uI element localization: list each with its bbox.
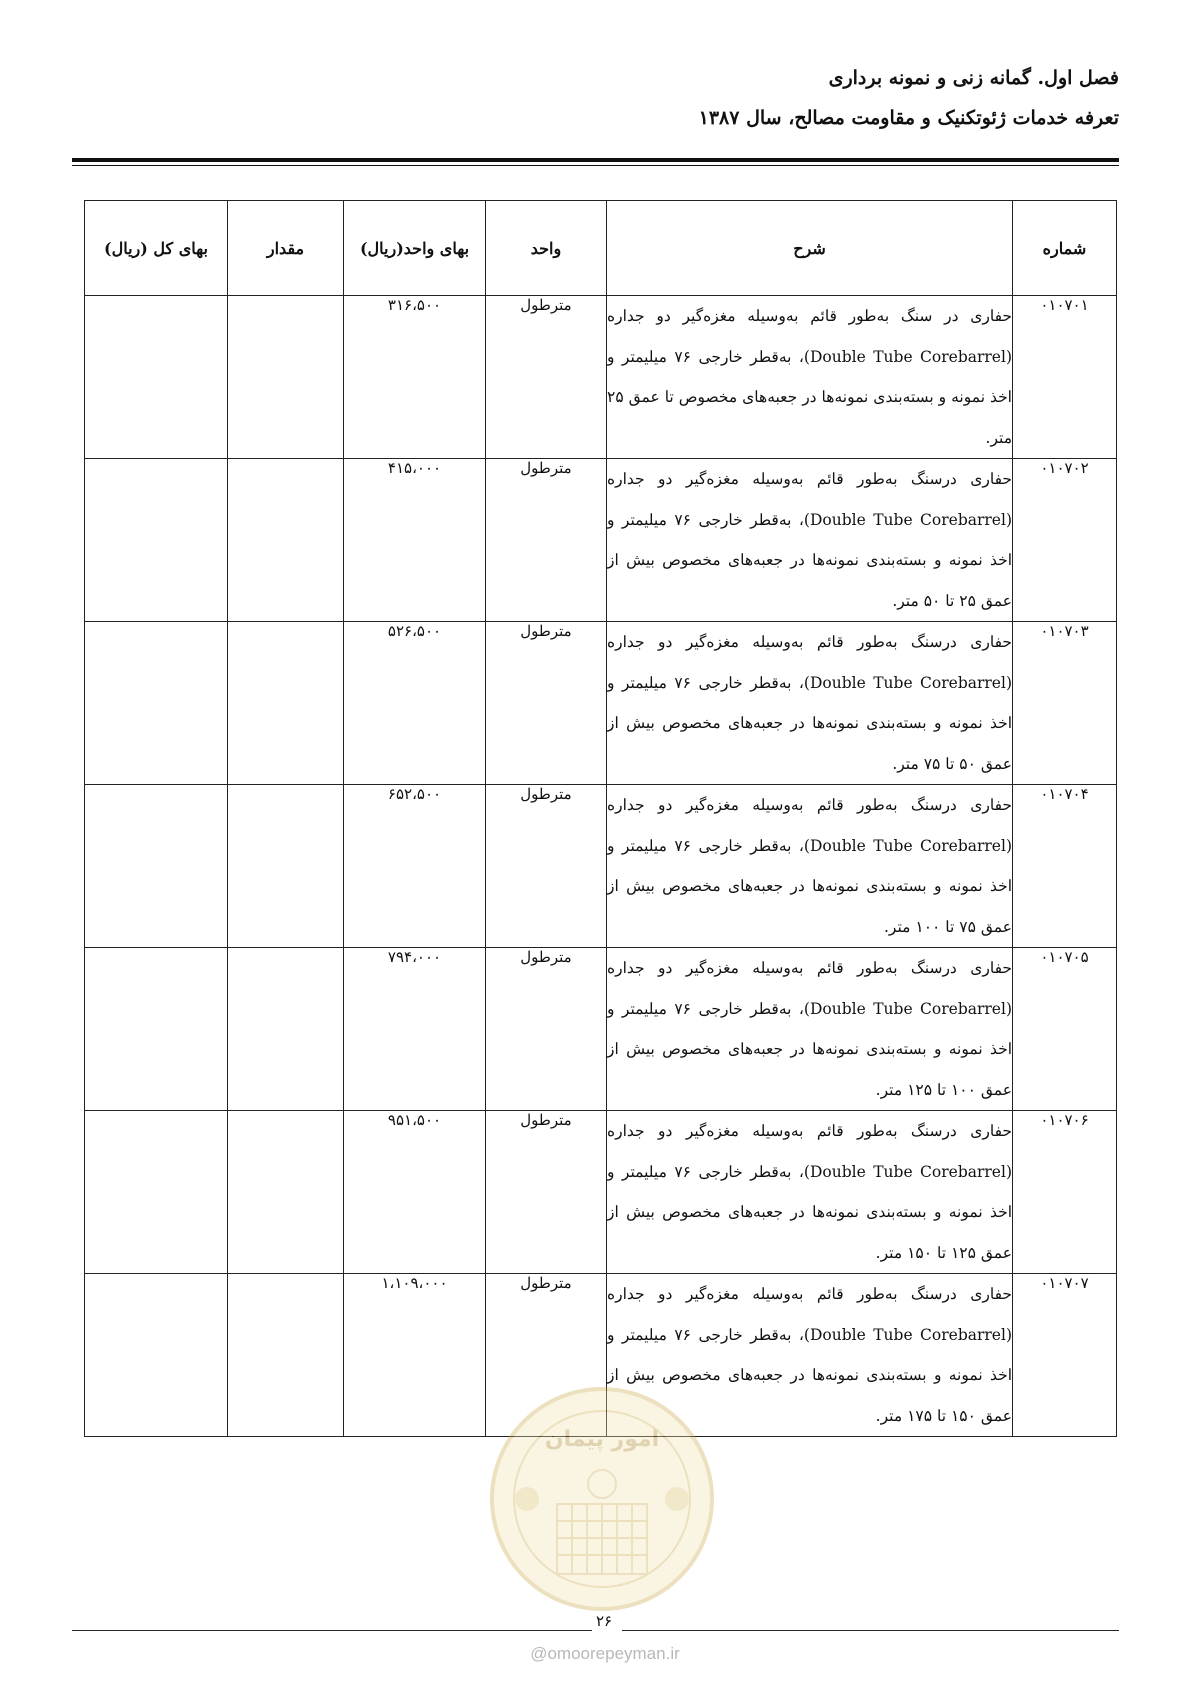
table-header-row	[85, 201, 1117, 296]
item-description-latin: Double Tube Corebarrel	[809, 673, 1006, 692]
item-unit: مترطول	[486, 785, 607, 948]
item-quantity	[228, 948, 344, 1111]
item-description-text: حفاری درسنگ به‌طور قائم به‌وسیله مغزه‌گیر دو جداره (	[607, 1122, 1013, 1181]
col-header-unit: واحد	[486, 201, 607, 296]
item-unit-price: ۳۱۶،۵۰۰	[344, 296, 486, 459]
col-header-description: شرح	[607, 201, 1013, 296]
item-description-text: )، به‌قطر خارجی ۷۶ میلیمتر و اخذ نمونه و بسته‌بندی نمونه‌ها در جعبه‌های مخصوص بیش از عمق ۱۰۰ تا ۱۲۵ متر.	[607, 999, 1012, 1099]
item-unit-price: ۹۵۱،۵۰۰	[344, 1111, 486, 1274]
item-description-text: )، به‌قطر خارجی ۷۶ میلیمتر و اخذ نمونه و بسته‌بندی نمونه‌ها در جعبه‌های مخصوص بیش از عمق ۵۰ تا ۷۵ متر.	[607, 673, 1012, 773]
table-row	[85, 1111, 1117, 1274]
col-header-total-price: بهای کل (ریال)	[85, 201, 228, 296]
col-header-unit-price: بهای واحد(ریال)	[344, 201, 486, 296]
item-description-latin: Double Tube Corebarrel	[809, 999, 1006, 1018]
item-description-text: )، به‌قطر خارجی ۷۶ میلیمتر و اخذ نمونه و بسته‌بندی نمونه‌ها در جعبه‌های مخصوص بیش از عمق ۲۵ تا ۵۰ متر.	[607, 510, 1012, 610]
col-header-quantity: مقدار	[228, 201, 344, 296]
item-quantity	[228, 622, 344, 785]
item-description-latin: Double Tube Corebarrel	[809, 510, 1006, 529]
item-description	[607, 459, 1013, 622]
item-quantity	[228, 1111, 344, 1274]
item-unit: مترطول	[486, 948, 607, 1111]
tariff-table	[84, 200, 1117, 1437]
item-description	[607, 1274, 1013, 1437]
item-unit-price: ۶۵۲،۵۰۰	[344, 785, 486, 948]
item-description-text: حفاری درسنگ به‌طور قائم به‌وسیله مغزه‌گیر دو جداره (	[607, 633, 1013, 692]
item-number: ۰۱۰۷۰۴	[1013, 785, 1117, 948]
item-description-latin: Double Tube Corebarrel	[809, 836, 1006, 855]
item-total-price	[85, 785, 228, 948]
item-description-text: )، به‌قطر خارجی ۷۶ میلیمتر و اخذ نمونه و بسته‌بندی نمونه‌ها در جعبه‌های مخصوص بیش از عمق ۱۵۰ تا ۱۷۵ متر.	[607, 1325, 1012, 1425]
item-number: ۰۱۰۷۰۷	[1013, 1274, 1117, 1437]
item-description-latin: Double Tube Corebarrel	[809, 1325, 1006, 1344]
item-number: ۰۱۰۷۰۱	[1013, 296, 1117, 459]
item-unit-price: ۱،۱۰۹،۰۰۰	[344, 1274, 486, 1437]
item-description-text: )، به‌قطر خارجی ۷۶ میلیمتر و اخذ نمونه و بسته‌بندی نمونه‌ها در جعبه‌های مخصوص تا عمق ۲۵ متر.	[607, 347, 1012, 447]
item-quantity	[228, 785, 344, 948]
item-description-text: حفاری درسنگ به‌طور قائم به‌وسیله مغزه‌گیر دو جداره (	[607, 470, 1013, 529]
item-total-price	[85, 459, 228, 622]
item-description-latin: Double Tube Corebarrel	[809, 347, 1006, 366]
item-quantity	[228, 459, 344, 622]
footer-rule	[622, 1630, 1119, 1631]
item-unit: مترطول	[486, 296, 607, 459]
book-title: تعرفه خدمات ژئوتکنیک و مقاومت مصالح، سال ۱۳۸۷	[698, 107, 1119, 129]
chapter-title: فصل اول. گمانه زنی و نمونه برداری	[828, 67, 1119, 89]
item-total-price	[85, 622, 228, 785]
col-header-number: شماره	[1013, 201, 1117, 296]
item-description-text: حفاری در سنگ به‌طور قائم به‌وسیله مغزه‌گیر دو جداره (	[607, 307, 1013, 366]
item-unit: مترطول	[486, 1274, 607, 1437]
table-row	[85, 296, 1117, 459]
svg-text:امور پیمان: امور پیمان	[544, 1427, 660, 1452]
item-description-text: )، به‌قطر خارجی ۷۶ میلیمتر و اخذ نمونه و بسته‌بندی نمونه‌ها در جعبه‌های مخصوص بیش از عمق ۷۵ تا ۱۰۰ متر.	[607, 836, 1012, 936]
item-description-latin: Double Tube Corebarrel	[809, 1162, 1006, 1181]
item-quantity	[228, 1274, 344, 1437]
page-number: ۲۶	[595, 1612, 613, 1630]
item-description-text: )، به‌قطر خارجی ۷۶ میلیمتر و اخذ نمونه و بسته‌بندی نمونه‌ها در جعبه‌های مخصوص بیش از عمق ۱۲۵ تا ۱۵۰ متر.	[607, 1162, 1012, 1262]
item-number: ۰۱۰۷۰۵	[1013, 948, 1117, 1111]
watermark-url: @omoorepeyman.ir	[530, 1644, 680, 1663]
table-row	[85, 948, 1117, 1111]
page-header	[59, 58, 1119, 138]
item-description	[607, 622, 1013, 785]
item-description	[607, 785, 1013, 948]
item-total-price	[85, 296, 228, 459]
item-quantity	[228, 296, 344, 459]
header-rule-thick	[72, 158, 1119, 162]
item-unit: مترطول	[486, 622, 607, 785]
item-unit-price: ۷۹۴،۰۰۰	[344, 948, 486, 1111]
item-description	[607, 296, 1013, 459]
item-number: ۰۱۰۷۰۳	[1013, 622, 1117, 785]
item-number: ۰۱۰۷۰۶	[1013, 1111, 1117, 1274]
item-description-text: حفاری درسنگ به‌طور قائم به‌وسیله مغزه‌گیر دو جداره (	[607, 796, 1013, 855]
item-description-text: حفاری درسنگ به‌طور قائم به‌وسیله مغزه‌گیر دو جداره (	[607, 959, 1013, 1018]
item-description	[607, 1111, 1013, 1274]
table-row	[85, 459, 1117, 622]
footer-rule	[72, 1630, 592, 1631]
table-row	[85, 785, 1117, 948]
item-unit: مترطول	[486, 459, 607, 622]
item-total-price	[85, 1274, 228, 1437]
item-number: ۰۱۰۷۰۲	[1013, 459, 1117, 622]
item-description	[607, 948, 1013, 1111]
item-description-text: حفاری درسنگ به‌طور قائم به‌وسیله مغزه‌گیر دو جداره (	[607, 1285, 1013, 1344]
item-total-price	[85, 1111, 228, 1274]
table-row	[85, 1274, 1117, 1437]
header-rule-thin	[72, 165, 1119, 166]
item-unit-price: ۴۱۵،۰۰۰	[344, 459, 486, 622]
item-total-price	[85, 948, 228, 1111]
item-unit: مترطول	[486, 1111, 607, 1274]
table-row	[85, 622, 1117, 785]
item-unit-price: ۵۲۶،۵۰۰	[344, 622, 486, 785]
